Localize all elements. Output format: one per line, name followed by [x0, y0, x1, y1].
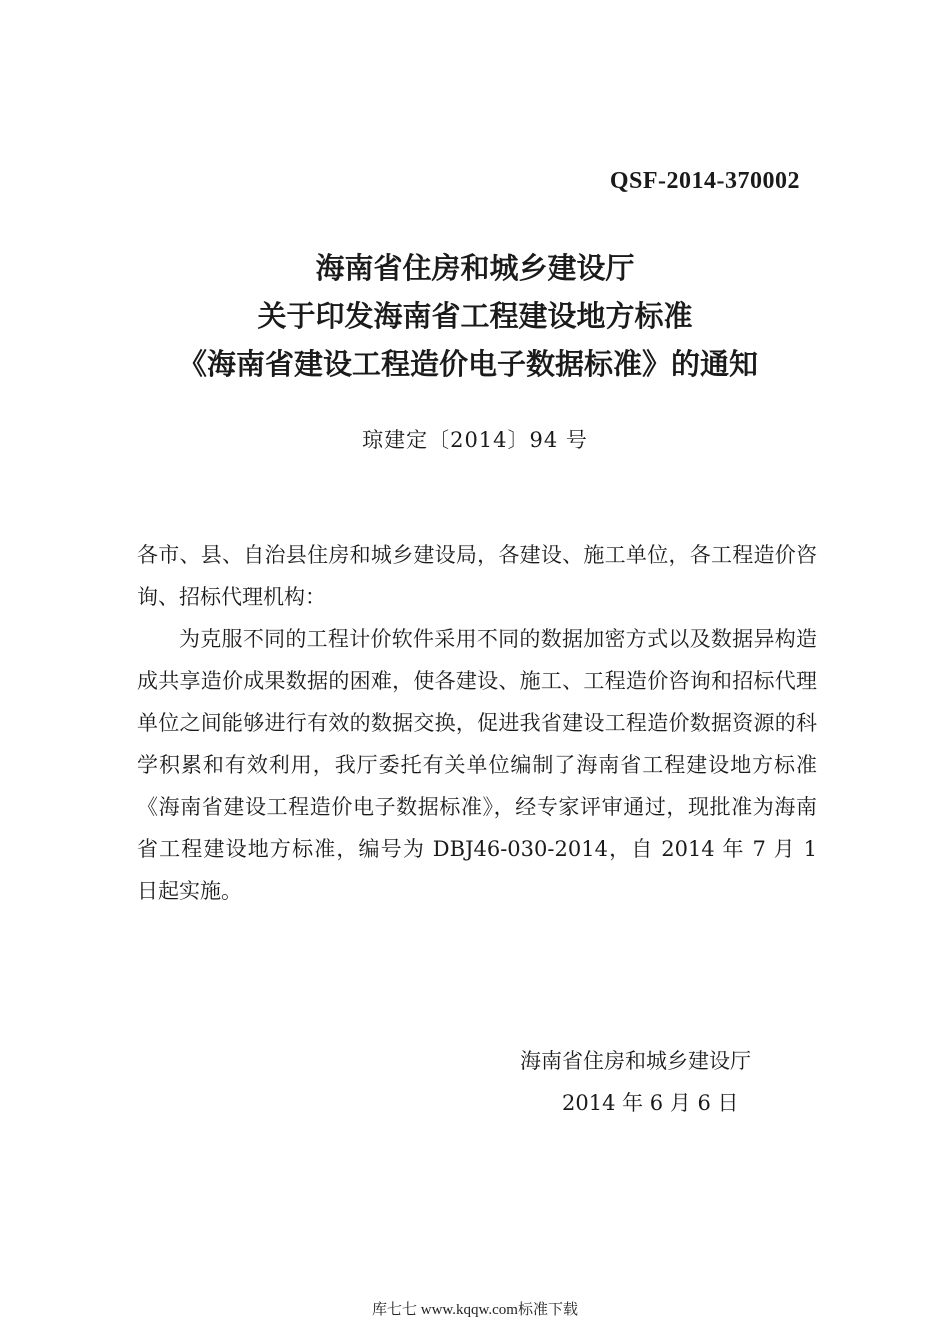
footer-watermark: 库七七 www.kqqw.com标准下载 [372, 1302, 578, 1318]
document-number: 琼建定〔2014〕94 号 [362, 428, 588, 452]
title-line-2: 关于印发海南省工程建设地方标准 [257, 299, 693, 333]
document-title [0, 244, 950, 388]
title-line-1: 海南省住房和城乡建设厅 [315, 251, 635, 285]
document-code: QSF-2014-370002 [609, 168, 800, 194]
body-paragraph: 为克服不同的工程计价软件采用不同的数据加密方式以及数据异构造成共享造价成果数据的困难，使各建设、施工、工程造价咨询和招标代理单位之间能够进行有效的数据交换，促进我省建设工程造价数据资源的科学积累和有效利用，我厅委托有关单位编制了海南省工程建设地方标准《海南省建设工程造价电子数据标准》，经专家评审通过，现批准为海南省工程建设地方标准，编号为 DBJ46-030-2014，自 2014 年 7 月 1 日起实施。 [137, 627, 817, 903]
issue-date: 2014 年 6 月 6 日 [562, 1091, 739, 1115]
signature-block [520, 1040, 751, 1124]
title-line-3: 《海南省建设工程造价电子数据标准》的通知 [177, 347, 758, 381]
document-body [137, 534, 817, 912]
issuing-organization: 海南省住房和城乡建设厅 [520, 1049, 751, 1073]
addressee: 各市、县、自治县住房和城乡建设局，各建设、施工单位，各工程造价咨询、招标代理机构： [137, 543, 817, 609]
